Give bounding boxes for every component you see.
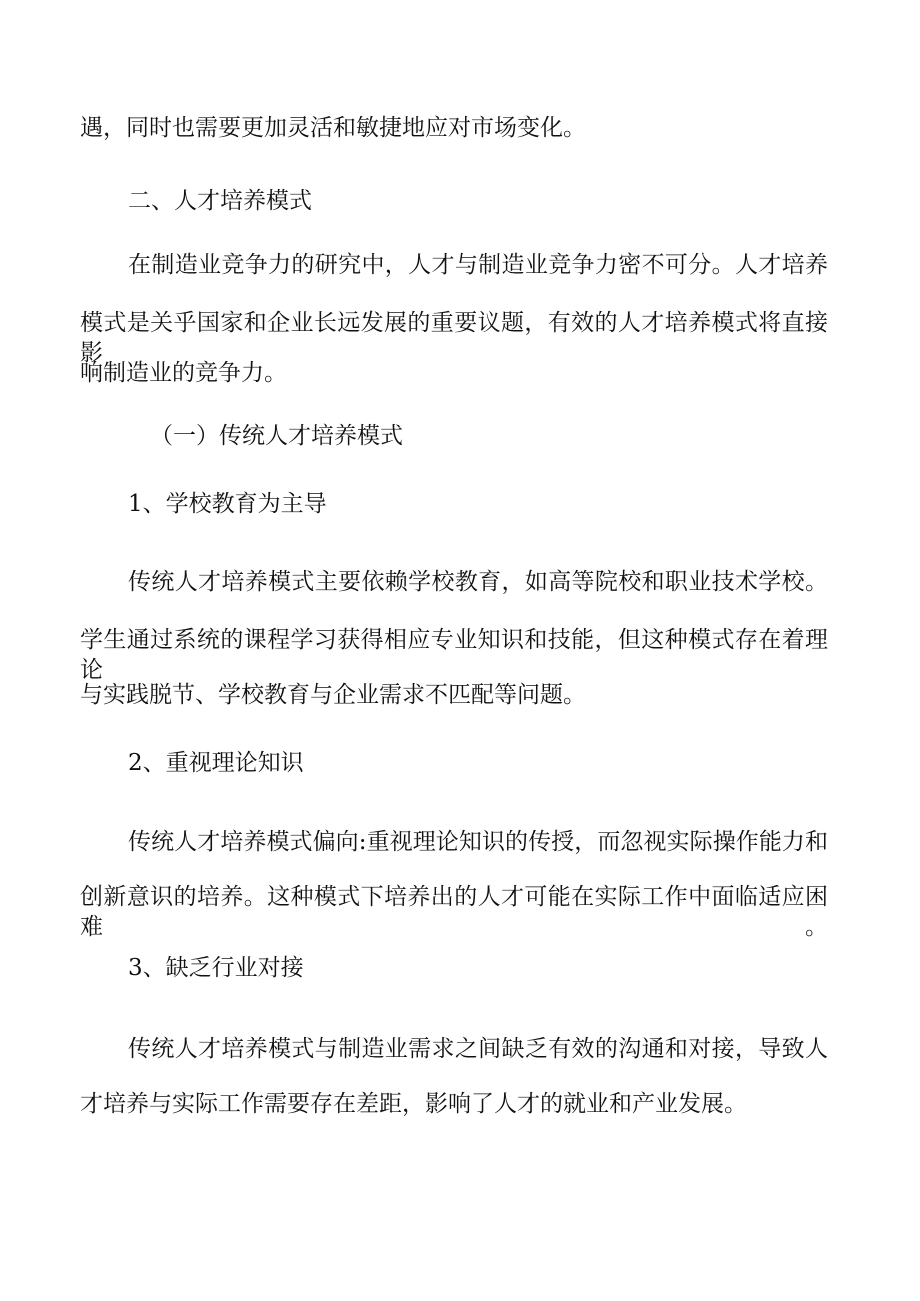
paragraph-line: 传统人才培养模式偏向:重视理论知识的传授，而忽视实际操作能力和 [128, 829, 828, 855]
paragraph-line: 传统人才培养模式与制造业需求之间缺乏有效的沟通和对接，导致人 [128, 1036, 828, 1062]
paragraph-line: 在制造业竞争力的研究中，人才与制造业竞争力密不可分。人才培养 [128, 252, 828, 278]
paragraph-line: 模式是关乎国家和企业长远发展的重要议题，有效的人才培养模式将直接影 [80, 310, 828, 366]
paragraph-line: 学生通过系统的课程学习获得相应专业知识和技能，但这种模式存在着理论 [80, 627, 828, 683]
paragraph-line: 与实践脱节、学校教育与企业需求不匹配等问题。 [80, 682, 586, 708]
item-heading: 3、缺乏行业对接 [128, 955, 304, 981]
item-heading: 1、学校教育为主导 [128, 491, 327, 517]
paragraph-line: 传统人才培养模式主要依赖学校教育，如高等院校和职业技术学校。 [128, 569, 828, 595]
paragraph-line: 创新意识的培养。这种模式下培养出的人才可能在实际工作中面临适应困难。 [80, 884, 828, 940]
item-heading: 2、重视理论知识 [128, 750, 304, 776]
section-heading: 二、人才培养模式 [128, 188, 312, 214]
paragraph-line: 才培养与实际工作需要存在差距，影响了人才的就业和产业发展。 [80, 1091, 747, 1117]
subsection-heading: （一）传统人才培养模式 [150, 423, 403, 449]
paragraph-line: 响制造业的竞争力。 [80, 360, 287, 386]
paragraph-continuation: 遇，同时也需要更加灵活和敏捷地应对市场变化。 [80, 115, 586, 141]
